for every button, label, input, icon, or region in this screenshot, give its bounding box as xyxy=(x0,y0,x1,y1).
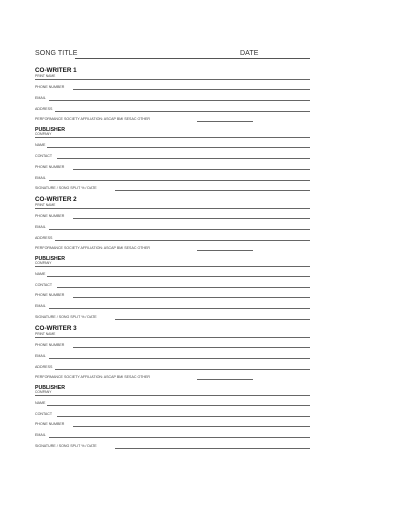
field-line xyxy=(73,218,310,219)
cowriter-2-publisher-company-field[interactable] xyxy=(35,261,310,267)
cowriter-3-publisher-contact-field[interactable] xyxy=(35,412,310,418)
cowriter-2-pro-affiliation[interactable] xyxy=(35,246,255,252)
cowriter-1-publisher-phone-field[interactable] xyxy=(35,165,310,171)
field-line xyxy=(55,369,310,370)
cowriter-3-print-name-field[interactable] xyxy=(35,332,310,338)
cowriter-1-pro-affiliation[interactable] xyxy=(35,117,255,123)
cowriter-1-publisher-email-field[interactable] xyxy=(35,176,310,182)
cowriter-2-email-field[interactable] xyxy=(35,225,310,231)
field-line xyxy=(73,169,310,170)
song-title-row xyxy=(35,50,310,62)
field-line xyxy=(73,347,310,348)
cowriter-3-email-field[interactable] xyxy=(35,354,310,360)
field-label: ADDRESS xyxy=(35,365,53,369)
field-label: CONTACT xyxy=(35,412,53,416)
field-label: PHONE NUMBER xyxy=(35,165,65,169)
cowriter-1-publisher-name-field[interactable] xyxy=(35,143,310,149)
cowriter-1-heading: CO-WRITER 1 xyxy=(35,67,77,74)
field-label: EMAIL xyxy=(35,96,46,100)
field-label: PRINT NAME xyxy=(35,203,56,207)
field-line xyxy=(49,180,310,181)
cowriter-3-publisher-company-field[interactable] xyxy=(35,390,310,396)
field-label: PHONE NUMBER xyxy=(35,422,65,426)
field-label: PRINT NAME xyxy=(35,74,56,78)
field-line xyxy=(73,89,310,90)
field-label: SIGNATURE / SONG SPLIT % / DATE xyxy=(35,315,97,319)
field-line xyxy=(73,426,310,427)
field-line xyxy=(73,297,310,298)
cowriter-1-publisher-contact-field[interactable] xyxy=(35,154,310,160)
cowriter-2-address-field[interactable] xyxy=(35,236,310,242)
cowriter-3-phone-field[interactable] xyxy=(35,343,310,349)
cowriter-2-signature-field[interactable] xyxy=(35,315,310,321)
field-label: PHONE NUMBER xyxy=(35,214,65,218)
field-line xyxy=(115,319,310,320)
field-line xyxy=(49,229,310,230)
field-label: ADDRESS xyxy=(35,107,53,111)
field-label: COMPANY xyxy=(35,132,52,136)
field-line xyxy=(47,405,310,406)
song-title-label: SONG TITLE xyxy=(35,50,78,57)
field-label: SIGNATURE / SONG SPLIT % / DATE xyxy=(35,444,97,448)
cowriter-2-publisher-name-field[interactable] xyxy=(35,272,310,278)
field-line xyxy=(57,287,310,288)
field-line xyxy=(47,147,310,148)
field-line xyxy=(115,448,310,449)
cowriter-1-publisher-company-field[interactable] xyxy=(35,132,310,138)
field-label: CONTACT xyxy=(35,283,53,287)
field-label: EMAIL xyxy=(35,176,46,180)
field-line xyxy=(115,190,310,191)
field-label: COMPANY xyxy=(35,390,52,394)
field-line xyxy=(55,240,310,241)
cowriter-2-phone-field[interactable] xyxy=(35,214,310,220)
field-label: PHONE NUMBER xyxy=(35,85,65,89)
field-label: PRINT NAME xyxy=(35,332,56,336)
cowriter-1-phone-field[interactable] xyxy=(35,85,310,91)
cowriter-2-publisher-contact-field[interactable] xyxy=(35,283,310,289)
field-label: PHONE NUMBER xyxy=(35,343,65,347)
field-line xyxy=(35,208,310,209)
cowriter-3-publisher-name-field[interactable] xyxy=(35,401,310,407)
field-line xyxy=(35,266,310,267)
cowriter-3-publisher-phone-field[interactable] xyxy=(35,422,310,428)
cowriter-1-signature-field[interactable] xyxy=(35,186,310,192)
other-pro-line[interactable] xyxy=(197,250,253,251)
field-label: SIGNATURE / SONG SPLIT % / DATE xyxy=(35,186,97,190)
cowriter-2-publisher-heading: PUBLISHER xyxy=(35,256,65,262)
field-label: PERFORMANCE SOCIETY AFFILIATION: ASCAP BMI SESAC OTHER xyxy=(35,117,151,121)
cowriter-3-signature-field[interactable] xyxy=(35,444,310,450)
field-line xyxy=(49,437,310,438)
field-label: PERFORMANCE SOCIETY AFFILIATION: ASCAP BMI SESAC OTHER xyxy=(35,375,151,379)
field-label: ADDRESS xyxy=(35,236,53,240)
field-label: EMAIL xyxy=(35,354,46,358)
cowriter-2-publisher-phone-field[interactable] xyxy=(35,293,310,299)
field-label: PHONE NUMBER xyxy=(35,293,65,297)
field-label: NAME xyxy=(35,143,46,147)
field-line xyxy=(55,111,310,112)
cowriter-1-address-field[interactable] xyxy=(35,107,310,113)
field-line xyxy=(49,308,310,309)
field-line xyxy=(35,395,310,396)
cowriter-3-publisher-email-field[interactable] xyxy=(35,433,310,439)
field-line xyxy=(49,358,310,359)
cowriter-1-publisher-heading: PUBLISHER xyxy=(35,127,65,133)
field-label: PERFORMANCE SOCIETY AFFILIATION: ASCAP BMI SESAC OTHER xyxy=(35,246,151,250)
cowriter-3-publisher-heading: PUBLISHER xyxy=(35,385,65,391)
date-label: DATE xyxy=(240,50,259,57)
field-line xyxy=(35,79,310,80)
cowriter-1-print-name-field[interactable] xyxy=(35,74,310,80)
cowriter-3-heading: CO-WRITER 3 xyxy=(35,325,77,332)
song-title-input[interactable] xyxy=(75,58,270,59)
field-label: EMAIL xyxy=(35,304,46,308)
cowriter-2-print-name-field[interactable] xyxy=(35,203,310,209)
field-label: EMAIL xyxy=(35,433,46,437)
field-line xyxy=(57,416,310,417)
field-line xyxy=(35,337,310,338)
cowriter-1-email-field[interactable] xyxy=(35,96,310,102)
field-line xyxy=(35,137,310,138)
date-input[interactable] xyxy=(257,58,310,59)
cowriter-3-address-field[interactable] xyxy=(35,365,310,371)
field-label: NAME xyxy=(35,272,46,276)
cowriter-3-pro-affiliation[interactable] xyxy=(35,375,255,381)
field-line xyxy=(49,100,310,101)
other-pro-line[interactable] xyxy=(197,379,253,380)
field-label: CONTACT xyxy=(35,154,53,158)
cowriter-2-publisher-email-field[interactable] xyxy=(35,304,310,310)
field-line xyxy=(47,276,310,277)
field-label: NAME xyxy=(35,401,46,405)
other-pro-line[interactable] xyxy=(197,121,253,122)
field-label: COMPANY xyxy=(35,261,52,265)
field-line xyxy=(57,158,310,159)
cowriter-2-heading: CO-WRITER 2 xyxy=(35,196,77,203)
field-label: EMAIL xyxy=(35,225,46,229)
